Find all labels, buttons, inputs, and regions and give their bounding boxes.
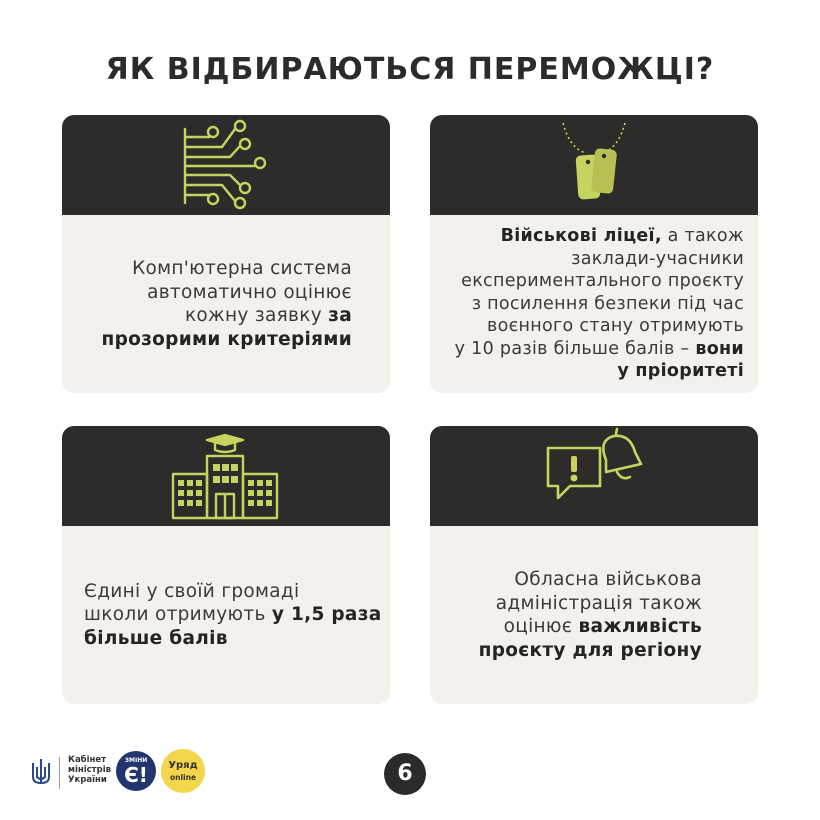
card-text-bold: важливість [578, 616, 702, 637]
card-body [62, 526, 390, 704]
card-text-bold: за [328, 305, 352, 326]
card-text [430, 568, 702, 662]
card-military-lyceums [430, 115, 758, 393]
card-text-bold: у 1,5 раза [271, 604, 382, 626]
cabinet-logo-text: Кабінет міністрів України [68, 755, 111, 785]
page-number: 6 [384, 753, 426, 795]
card-text-run: Обласна військова [514, 569, 702, 590]
card-text-bold: проєкту для регіону [478, 639, 702, 661]
card-text [62, 257, 352, 351]
card-text-bold: вони [695, 338, 744, 359]
card-computer-system [62, 115, 390, 393]
card-text-run: експериментального проєкту [461, 271, 744, 292]
circuit-icon [62, 115, 390, 215]
card-text-bold: більше балів [84, 627, 228, 649]
trident-emblem-icon [30, 757, 52, 787]
card-text-run: у 10 разів більше балів – [454, 338, 696, 359]
card-header [62, 426, 390, 526]
card-single-schools [62, 426, 390, 704]
footer-divider [59, 757, 60, 789]
card-text-run: Єдині у своїй громаді [84, 580, 300, 602]
card-text-run: з посилення безпеки під час [471, 293, 744, 314]
uryad-online-logo: Уряд online [161, 749, 205, 793]
footer [0, 745, 820, 805]
card-body [430, 526, 758, 704]
card-text-run: автоматично оцінює [147, 281, 352, 303]
card-header [62, 115, 390, 215]
card-text-run: кожну заявку [184, 305, 329, 326]
card-text-run: школи отримують [84, 604, 272, 626]
card-text-run: Комп'ютерна система [132, 258, 352, 279]
page-title: ЯК ВІДБИРАЮТЬСЯ ПЕРЕМОЖЦІ? [105, 52, 715, 87]
dog-tags-icon [430, 115, 758, 215]
card-header [430, 426, 758, 526]
card-body [430, 215, 758, 393]
card-regional-administration [430, 426, 758, 704]
alert-bell-icon [430, 426, 758, 526]
card-text-bold: у пріоритеті [617, 361, 744, 382]
card-text-bold: Військові ліцеї, [500, 226, 662, 247]
school-building-icon [62, 426, 390, 526]
card-text-run: заклади-учасники [571, 248, 744, 269]
card-text-bold: прозорими критеріями [101, 328, 352, 350]
zminy-logo: ЗМІНИ Є! [116, 751, 156, 791]
card-text-run: оцінює [503, 616, 579, 637]
card-text-run: адміністрація також [495, 592, 702, 614]
card-text [430, 225, 744, 383]
card-text-run: а також [661, 226, 744, 247]
card-text-run: воєнного стану отримують [487, 316, 744, 337]
card-body [62, 215, 390, 393]
card-text [62, 580, 384, 651]
card-header [430, 115, 758, 215]
